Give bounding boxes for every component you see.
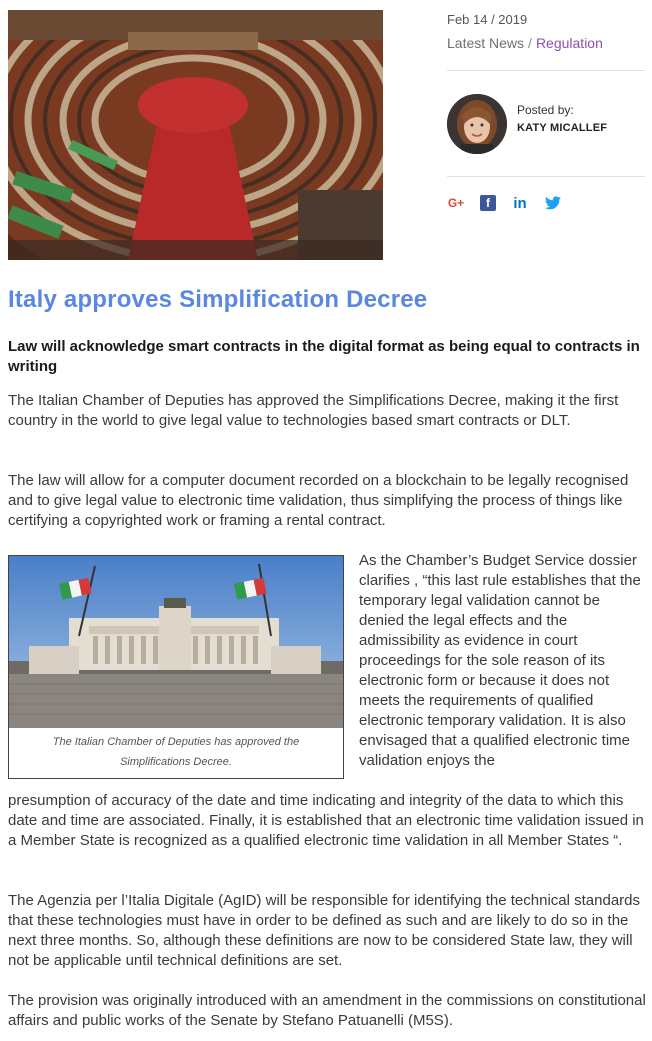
article-subtitle: Law will acknowledge smart contracts in the digital format as being equal to contracts in writing bbox=[8, 338, 640, 375]
author-name-link[interactable]: KATY MICALLEF bbox=[517, 121, 608, 134]
twitter-icon[interactable] bbox=[544, 194, 562, 212]
article-paragraph-3-wrapped: As the Chamber’s Budget Service dossier clarifies , “this last rule establishes that the temporary legal validation cannot be denied the legal effects and the admissibility as evidence in court proceedings for the sole reason of its electronic form or because it does not meets the requirements of qualified electronic temporary validation. It is also envisaged that a qualified electronic time validation enjoys the bbox=[359, 552, 641, 769]
article-paragraph-3-continued: presumption of accuracy of the date and time indicating and integrity of the data to which this date and time are associated. Finally, it is established that an electronic time validation issued in a Member State is recognized as a qualified electronic time validation in all Member States “. bbox=[8, 792, 644, 849]
article-paragraph-5: The provision was originally introduced with an amendment in the commissions on constitutional affairs and public works of the Senate by Stefano Patuanelli (M5S). bbox=[8, 992, 646, 1029]
article-title: Italy approves Simplification Decree bbox=[8, 286, 428, 313]
linkedin-icon[interactable]: in bbox=[513, 194, 527, 212]
publish-date: Feb 14 / 2019 bbox=[447, 12, 528, 27]
social-share-bar bbox=[447, 194, 577, 212]
facebook-icon[interactable]: f bbox=[480, 195, 496, 211]
meta-divider-bottom bbox=[447, 176, 645, 177]
meta-divider-top bbox=[447, 70, 645, 71]
category-separator: / bbox=[528, 35, 532, 51]
article-meta bbox=[447, 10, 645, 51]
article-paragraph-2: The law will allow for a computer document recorded on a blockchain to be legally recognised and to give legal value to electronic time validation, thus simplifying the process of things like certifying a copyrighted work or framing a rental contract. bbox=[8, 472, 629, 529]
article-paragraph-4: The Agenzia per l’Italia Digitale (AgID) will be responsible for identifying the technical standards that these technologies must have in order to be defined as such and are likely to do so in the next three months. So, although these definitions are now to be considered State law, they will not be applicable until technical definitions are set. bbox=[8, 892, 640, 969]
posted-by-label: Posted by: bbox=[517, 102, 574, 117]
google-plus-icon[interactable]: G+ bbox=[447, 196, 465, 210]
article-paragraph-1: The Italian Chamber of Deputies has approved the Simplifications Decree, making it the first country in the world to give legal value to technologies based smart contracts or DLT. bbox=[8, 392, 619, 429]
figure-image-vittoriano-monument bbox=[9, 556, 343, 728]
article-figure bbox=[8, 555, 344, 779]
figure-caption: The Italian Chamber of Deputies has approved the Simplifications Decree. bbox=[52, 736, 300, 768]
category-latest-news-link[interactable]: Latest News bbox=[447, 35, 525, 51]
category-breadcrumb bbox=[447, 35, 645, 51]
author-block bbox=[447, 94, 607, 154]
category-regulation-link[interactable]: Regulation bbox=[535, 35, 603, 51]
avatar[interactable] bbox=[447, 94, 507, 154]
hero-image-parliament-chamber bbox=[8, 10, 383, 260]
